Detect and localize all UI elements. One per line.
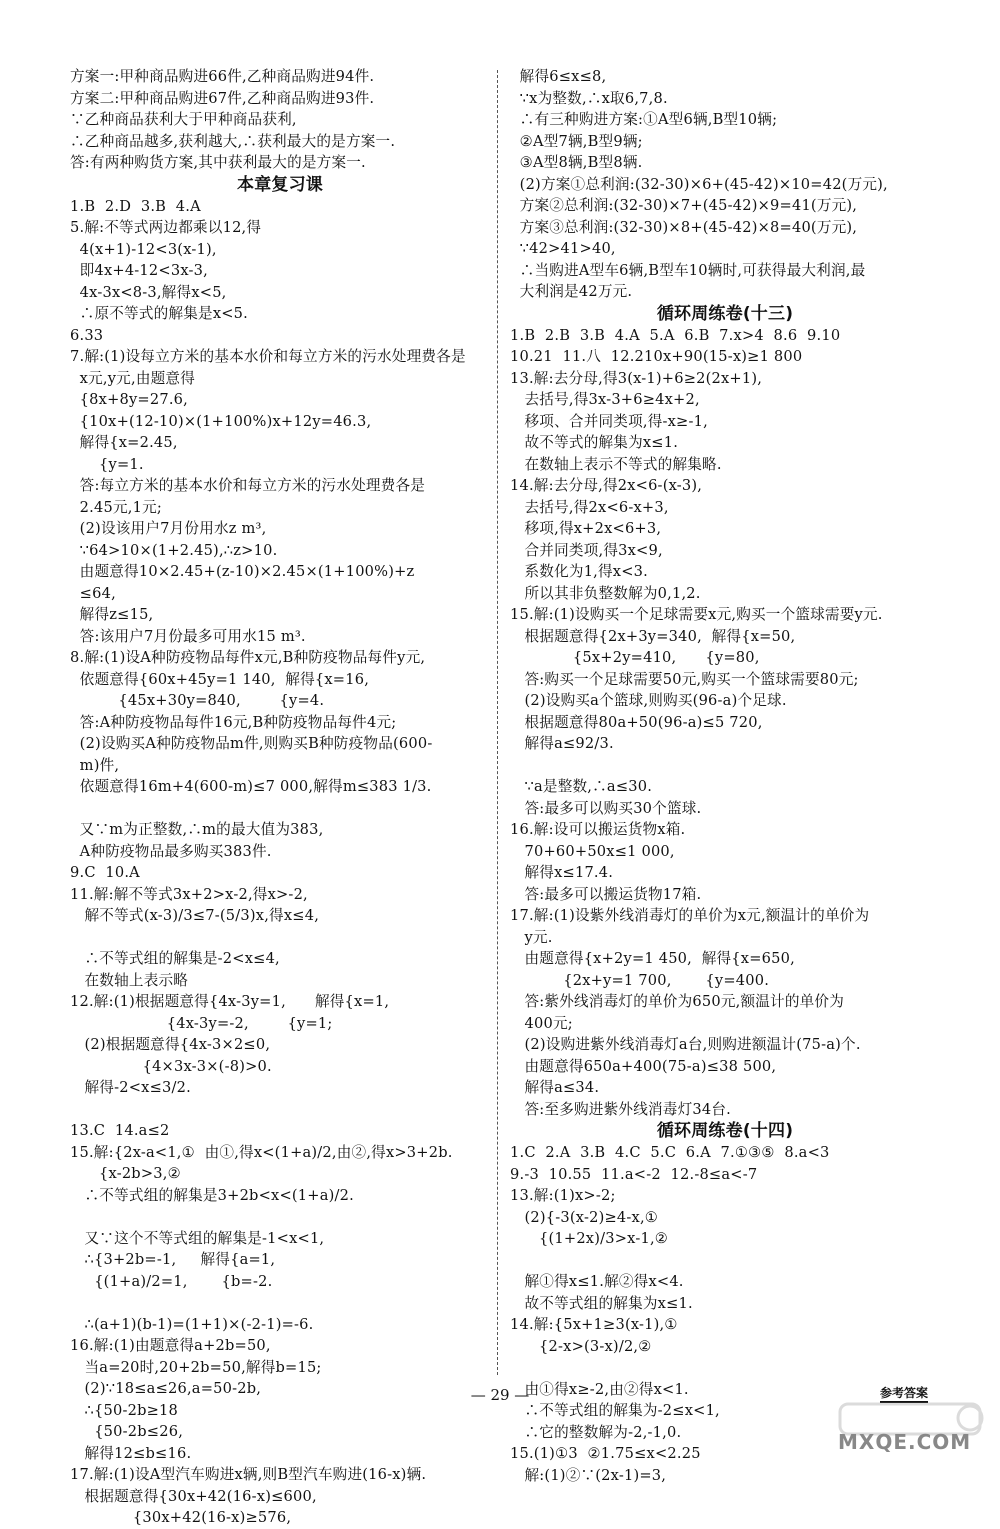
- answer-line: ∴当购进A型车6辆,B型车10辆时,可获得最大利润,最: [510, 261, 866, 279]
- answer-line: [70, 1292, 490, 1314]
- answer-line: 答:最多可以购买30个篮球.: [510, 799, 702, 817]
- answer-line: 4(x+1)-12<3(x-1),: [70, 240, 217, 258]
- answer-line: 8.解:(1)设A种防疫物品每件x元,B种防疫物品每件y元,: [70, 649, 426, 666]
- answer-line: ∴不等式组的解集是-2<x≤4,: [70, 950, 280, 967]
- answer-line: {4×3x-3×(-8)>0.: [70, 1057, 272, 1075]
- answer-line: 解得-2<x≤3/2.: [70, 1079, 191, 1096]
- answer-line: 10.21 11.八 12.210x+90(15-x)≥1 800: [510, 348, 803, 365]
- answer-line: 由题意得10×2.45+(z-10)×2.45×(1+100%)+z: [70, 563, 415, 580]
- answer-line: ∴有三种购进方案:①A型6辆,B型10辆;: [510, 111, 778, 128]
- answer-line: 13.解:去分母,得3(x-1)+6≥2(2x+1),: [510, 369, 763, 387]
- answer-line: 6.33: [70, 326, 104, 344]
- left-column: [70, 0, 490, 1529]
- answer-line: 移项、合并同类项,得-x≥-1,: [510, 412, 708, 430]
- answer-line: {8x+8y=27.6,: [70, 391, 188, 408]
- answer-line: 去括号,得3x-3+6≥4x+2,: [510, 391, 700, 408]
- answer-line: 移项,得x+2x<6+3,: [510, 520, 662, 537]
- answer-line: 依题意得16m+4(600-m)≤7 000,解得m≤383 1/3.: [70, 778, 432, 795]
- answer-line: 70+60+50x≤1 000,: [510, 842, 675, 860]
- answer-line: {(1+a)/2=1, {b=-2.: [70, 1272, 273, 1290]
- answer-line: [70, 798, 490, 820]
- answer-line: A种防疫物品最多购买383件.: [70, 842, 272, 860]
- answer-line: 又∵m为正整数,∴m的最大值为383,: [70, 821, 324, 838]
- answer-line: 7.解:(1)设每立方米的基本水价和每立方米的污水处理费各是: [70, 348, 466, 365]
- answer-line: 400元;: [510, 1014, 573, 1032]
- answer-line: 方案二:甲种商品购进67件,乙种商品购进93件.: [70, 89, 375, 107]
- answer-line: (2)方案①总利润:(32-30)×6+(45-42)×10=42(万元),: [510, 175, 888, 193]
- answer-line: [70, 1099, 490, 1121]
- answer-line: 15.解:(1)设购买一个足球需要x元,购买一个篮球需要y元.: [510, 606, 883, 623]
- answer-line: 当a=20时,20+2b=50,解得b=15;: [70, 1358, 322, 1376]
- answer-line: (2)设该用户7月份用水z m³,: [70, 520, 267, 537]
- page-number: — 29 —: [470, 1386, 530, 1404]
- answer-line: 4x-3x<8-3,解得x<5,: [70, 283, 227, 301]
- answer-line: 13.解:(1)x>-2;: [510, 1187, 616, 1204]
- answer-line: ∵a是整数,∴a≤30.: [510, 778, 653, 795]
- section-heading: 本章复习课: [237, 174, 323, 195]
- answer-line: (2)根据题意得{4x-3×2≤0,: [70, 1036, 271, 1053]
- answer-line: ③A型8辆,B型8辆.: [510, 154, 643, 171]
- answer-line: 在数轴上表示略: [70, 971, 189, 989]
- answer-line: [510, 755, 940, 777]
- column-divider: [497, 70, 499, 1375]
- answer-key-label: 参考答案: [880, 1384, 928, 1403]
- answer-line: 17.解:(1)设A型汽车购进x辆,则B型汽车购进(16-x)辆.: [70, 1466, 427, 1483]
- answer-line: 方案②总利润:(32-30)×7+(45-42)×9=41(万元),: [510, 197, 858, 214]
- answer-line: 根据题意得80a+50(96-a)≤5 720,: [510, 713, 763, 731]
- answer-line: 16.解:设可以搬运货物x箱.: [510, 821, 686, 838]
- right-column: [510, 0, 940, 1486]
- answer-line: {2-x>(3-x)/2,②: [510, 1337, 652, 1355]
- answer-line: [510, 1250, 940, 1272]
- answer-line: {50-2b≤26,: [70, 1423, 184, 1440]
- answer-line: ∴原不等式的解集是x<5.: [70, 305, 249, 322]
- answer-line: 答:购买一个足球需要50元,购买一个篮球需要80元;: [510, 670, 859, 688]
- answer-line: ∵42>41>40,: [510, 240, 616, 257]
- answer-line: 根据题意得{30x+42(16-x)≤600,: [70, 1487, 317, 1505]
- section-heading: 循环周练卷(十四): [656, 1121, 794, 1141]
- answer-line: 方案一:甲种商品购进66件,乙种商品购进94件.: [70, 68, 375, 85]
- answer-line: 11.解:解不等式3x+2>x-2,得x>-2,: [70, 885, 308, 903]
- answer-line: {30x+42(16-x)≥576,: [70, 1509, 292, 1526]
- answer-line: 答:该用户7月份最多可用水15 m³.: [70, 627, 306, 645]
- answer-line: 答:每立方米的基本水价和每立方米的污水处理费各是: [70, 477, 426, 494]
- answer-line: 由①得x≥-2,由②得x<1.: [510, 1380, 689, 1398]
- section-heading: 循环周练卷(十三): [656, 303, 794, 324]
- answer-line: 15.(1)①3 ②1.75≤x<2.25: [510, 1445, 701, 1462]
- answer-line: (2){-3(x-2)≥4-x,①: [510, 1208, 659, 1226]
- answer-line: 14.解:{5x+1≥3(x-1),①: [510, 1316, 678, 1333]
- answer-line: 解得x≤17.4.: [510, 864, 614, 881]
- answer-line: m)件,: [70, 756, 120, 774]
- answer-line: 答:有两种购货方案,其中获利最大的是方案一.: [70, 154, 366, 171]
- answer-line: 2.45元,1元;: [70, 498, 163, 516]
- answer-line: (2)∵18≤a≤26,a=50-2b,: [70, 1380, 262, 1397]
- answer-line: 故不等式的解集为x≤1.: [510, 434, 679, 451]
- answer-line: 去括号,得2x<6-x+3,: [510, 498, 669, 516]
- answer-line: ≤64,: [70, 584, 116, 602]
- answer-line: ∵乙种商品获利大于甲种商品获利,: [70, 111, 297, 128]
- answer-line: {2x+y=1 700, {y=400.: [510, 971, 770, 989]
- answer-line: 根据题意得{2x+3y=340, 解得{x=50,: [510, 627, 796, 645]
- answer-line: 解①得x≤1.解②得x<4.: [510, 1273, 684, 1290]
- answer-line: {x-2b>3,②: [70, 1165, 181, 1182]
- answer-line: {4x-3y=-2, {y=1;: [70, 1014, 333, 1032]
- answer-line: 由题意得650a+400(75-a)≤38 500,: [510, 1057, 777, 1075]
- answer-line: 解不等式(x-3)/3≤7-(5/3)x,得x≤4,: [70, 907, 320, 924]
- answer-line: 16.解:(1)由题意得a+2b=50,: [70, 1337, 271, 1354]
- answer-line: 又∵这个不等式组的解集是-1<x<1,: [70, 1229, 325, 1247]
- answer-line: 答:至多购进紫外线消毒灯34台.: [510, 1100, 731, 1118]
- answer-line: ∴不等式组的解集是3+2b<x<(1+a)/2.: [70, 1186, 354, 1204]
- answer-line: 依题意得{60x+45y=1 140, 解得{x=16,: [70, 670, 370, 688]
- answer-line: 解得z≤15,: [70, 606, 154, 623]
- answer-line: 大利润是42万元.: [510, 283, 633, 300]
- answer-line: 答:最多可以搬运货物17箱.: [510, 885, 702, 903]
- answer-line: 12.解:(1)根据题意得{4x-3y=1, 解得{x=1,: [70, 993, 390, 1010]
- answer-line: (2)设购买a个篮球,则购买(96-a)个足球.: [510, 692, 787, 709]
- answer-line: 即4x+4-12<3x-3,: [70, 262, 208, 279]
- answer-line: ∴不等式组的解集为-2≤x<1,: [510, 1402, 720, 1419]
- answer-line: [510, 1357, 940, 1379]
- answer-line: 14.解:去分母,得2x<6-(x-3),: [510, 477, 703, 494]
- answer-line: ∴{50-2b≥18: [70, 1401, 179, 1419]
- answer-line: {(1+2x)/3>x-1,②: [510, 1230, 669, 1247]
- answer-line: 17.解:(1)设紫外线消毒灯的单价为x元,额温计的单价为: [510, 907, 870, 924]
- answer-line: y元.: [510, 928, 553, 946]
- answer-line: 5.解:不等式两边都乘以12,得: [70, 219, 262, 236]
- answer-line: {y=1.: [70, 455, 144, 473]
- answer-line: 故不等式组的解集为x≤1.: [510, 1294, 693, 1312]
- answer-line: 解得{x=2.45,: [70, 434, 178, 451]
- answer-line: 解得12≤b≤16.: [70, 1444, 192, 1462]
- answer-line: 方案③总利润:(32-30)×8+(45-42)×8=40(万元),: [510, 218, 858, 236]
- answer-line: 系数化为1,得x<3.: [510, 563, 648, 580]
- answer-line: 9.-3 10.55 11.a<-2 12.-8≤a<-7: [510, 1165, 758, 1183]
- answer-line: 1.B 2.D 3.B 4.A: [70, 197, 201, 215]
- answer-line: {5x+2y=410, {y=80,: [510, 649, 760, 666]
- answer-line: [70, 927, 490, 949]
- answer-line: ∴它的整数解为-2,-1,0.: [510, 1423, 682, 1441]
- answer-line: 所以其非负整数解为0,1,2.: [510, 584, 701, 602]
- answer-line: 解得6≤x≤8,: [510, 68, 607, 85]
- answer-line: {10x+(12-10)×(1+100%)x+12y=46.3,: [70, 412, 372, 430]
- watermark-text: MXQE.COM: [838, 1430, 972, 1454]
- answer-line: [70, 1206, 490, 1228]
- answer-line: 13.C 14.a≤2: [70, 1122, 170, 1139]
- answer-line: 解得a≤34.: [510, 1079, 600, 1096]
- answer-line: ∴乙种商品越多,获利越大,∴获利最大的是方案一.: [70, 132, 396, 150]
- answer-line: 合并同类项,得3x<9,: [510, 541, 663, 559]
- answer-line: ∴(a+1)(b-1)=(1+1)×(-2-1)=-6.: [70, 1315, 314, 1333]
- answer-line: x元,y元,由题意得: [70, 369, 195, 387]
- answer-line: 由题意得{x+2y=1 450, 解得{x=650,: [510, 950, 795, 967]
- answer-line: 1.C 2.A 3.B 4.C 5.C 6.A 7.①③⑤ 8.a<3: [510, 1144, 830, 1161]
- answer-line: 15.解:{2x-a<1,① 由①,得x<(1+a)/2,由②,得x>3+2b.: [70, 1143, 453, 1161]
- answer-line: (2)设购进紫外线消毒灯a台,则购进额温计(75-a)个.: [510, 1036, 861, 1053]
- answer-line: 在数轴上表示不等式的解集略.: [510, 455, 722, 473]
- answer-line: ∵x为整数,∴x取6,7,8.: [510, 89, 668, 107]
- answer-line: 9.C 10.A: [70, 864, 140, 881]
- answer-line: 答:紫外线消毒灯的单价为650元,额温计的单价为: [510, 993, 845, 1010]
- answer-line: {45x+30y=840, {y=4.: [70, 692, 325, 709]
- answer-line: 解:(1)②∵(2x-1)=3,: [510, 1466, 667, 1484]
- answer-line: 答:A种防疫物品每件16元,B种防疫物品每件4元;: [70, 713, 397, 731]
- answer-line: ∴{3+2b=-1, 解得{a=1,: [70, 1251, 276, 1268]
- answer-line: 解得a≤92/3.: [510, 735, 614, 752]
- answer-line: ∵64>10×(1+2.45),∴z>10.: [70, 541, 278, 559]
- answer-line: 1.B 2.B 3.B 4.A 5.A 6.B 7.x>4 8.6 9.10: [510, 326, 841, 344]
- answer-line: (2)设购买A种防疫物品m件,则购买B种防疫物品(600-: [70, 735, 433, 752]
- answer-line: ②A型7辆,B型9辆;: [510, 132, 643, 150]
